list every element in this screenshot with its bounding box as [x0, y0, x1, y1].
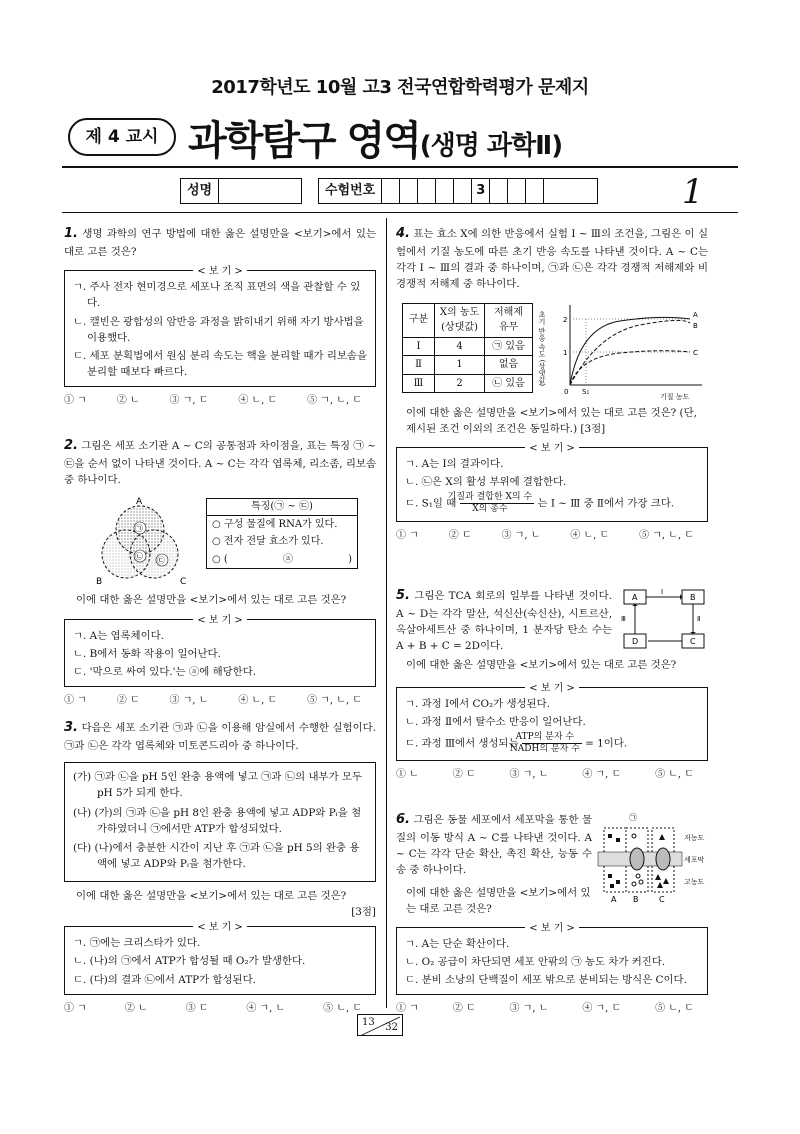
- curve-b: [570, 320, 690, 385]
- venn-label-a: A: [136, 497, 143, 508]
- question-6: [396, 810, 708, 1017]
- period-badge: 제 4 교시: [68, 118, 176, 156]
- graph-ylabel: 초기 반응 속도 (상댓값): [538, 310, 546, 386]
- id-cell[interactable]: [490, 179, 508, 203]
- label-c: C: [659, 895, 665, 904]
- label-low-conc: 저농도: [684, 834, 705, 842]
- header-rule-2: [62, 212, 738, 213]
- venn-label-1: ㉠: [135, 524, 143, 534]
- particle: [663, 878, 669, 884]
- bogi-item: ㄱ. A는 단순 확산이다.: [405, 937, 510, 950]
- table-row: [403, 356, 533, 375]
- reaction-rate-graph: [540, 299, 708, 403]
- bogi-item: ㄷ. (다)의 결과 ㉡에서 ATP가 합성된다.: [73, 973, 256, 986]
- table-cell: 4: [435, 337, 485, 356]
- particle: [616, 838, 620, 842]
- id-box: [318, 178, 598, 204]
- q5-top: [396, 586, 708, 655]
- id-cell[interactable]: [526, 179, 544, 203]
- bogi-box: [64, 922, 376, 994]
- choice-1[interactable]: ① ㄱ: [396, 529, 419, 541]
- question-stem: [64, 224, 376, 260]
- question-number: 4.: [396, 226, 410, 241]
- subject-title: [188, 110, 562, 172]
- tick-x-s1: S₁: [582, 387, 590, 396]
- particle: [632, 834, 636, 838]
- choice-2[interactable]: ② ㄷ: [452, 769, 476, 781]
- id-label: 수험번호: [319, 179, 382, 203]
- question-text: 다음은 세포 소기관 ㉠과 ㉡을 이용해 암실에서 수행한 실험이다. ㉠과 ㉡은 각각 엽록체와 미토콘드리아 중 하나이다.: [64, 722, 376, 753]
- figure-area: [64, 496, 376, 588]
- table-row: [403, 337, 533, 356]
- question-4: [396, 224, 708, 543]
- feature-open: ○ (: [212, 553, 228, 565]
- experiment-step: (나) (가)의 ㉠과 ㉡을 pH 8인 완충 용액에 넣고 ADP와 Pᵢ을 첨가하였더니 ㉠에서만 ATP가 합성되었다.: [73, 806, 362, 835]
- choice-4[interactable]: ④ ㄴ, ㄷ: [570, 529, 610, 541]
- answer-choices: [64, 1001, 376, 1017]
- question-3: [64, 718, 376, 1016]
- particle: [608, 874, 612, 878]
- venn-label-c: C: [180, 577, 187, 588]
- particle: [639, 880, 643, 884]
- bogi-title: < 보 기 >: [193, 266, 247, 277]
- bogi-title: < 보 기 >: [525, 923, 579, 934]
- question-stem: [64, 718, 376, 754]
- choice-4[interactable]: ④ ㄱ, ㄷ: [582, 1003, 622, 1015]
- question-stem: [396, 224, 708, 293]
- question-number: 5.: [396, 588, 410, 603]
- choice-1[interactable]: ① ㄱ: [396, 1003, 419, 1015]
- label-molecule: ㉠: [629, 813, 637, 822]
- question-prompt: 이에 대한 옳은 설명만을 <보기>에서 있는 대로 고른 것은?: [76, 890, 347, 903]
- label-d: D: [632, 637, 639, 646]
- table-cell: 1: [435, 356, 485, 375]
- fraction-denominator: X의 총수: [472, 503, 508, 514]
- choice-2[interactable]: ② ㄴ: [124, 1002, 148, 1014]
- question-prompt: 이에 대한 옳은 설명만을 <보기>에서 있는 대로 고른 것은?: [406, 658, 677, 671]
- fraction-numerator: ATP의 분자 수: [522, 732, 582, 744]
- choice-2[interactable]: ② ㄷ: [452, 1003, 476, 1015]
- id-cell-fixed: 3: [472, 179, 490, 203]
- id-cell[interactable]: [436, 179, 454, 203]
- question-stem: [64, 436, 376, 488]
- question-number: 3.: [64, 720, 78, 735]
- choice-5[interactable]: ⑤ ㄴ, ㄷ: [323, 1002, 362, 1014]
- bogi-text: ㄷ. S₁일 때: [405, 497, 457, 510]
- id-cell[interactable]: [454, 179, 472, 203]
- choice-1[interactable]: ① ㄱ: [64, 395, 87, 407]
- curve-label-a: A: [693, 310, 698, 319]
- bogi-box: [396, 922, 708, 995]
- table-header: X의 농도 (상댓값): [435, 303, 485, 337]
- tick-y-1: 1: [563, 348, 568, 357]
- bogi-title: < 보 기 >: [525, 443, 579, 454]
- points: [3점]: [351, 906, 376, 919]
- particle: [608, 834, 612, 838]
- experiment-step: (가) ㉠과 ㉡을 pH 5인 완충 용액에 넣고 ㉠과 ㉡의 내부가 모두 pH 5가 되게 한다.: [73, 771, 362, 800]
- question-prompt: 이에 대한 옳은 설명만을 <보기>에서 있는 대로 고른 것은?: [406, 886, 591, 915]
- choice-3[interactable]: ③ ㄱ, ㄴ: [169, 694, 209, 706]
- id-cell[interactable]: [400, 179, 418, 203]
- bogi-item: ㄱ. A는 엽록체이다.: [73, 629, 164, 642]
- question-text: 그림은 동물 세포에서 세포막을 통한 물질의 이동 방식 A ~ C를 나타낸 것이다. A ~ C는 각각 단순 확산, 촉진 확산, 능동 수송 중 하나이다.: [396, 814, 592, 877]
- bogi-item: ㄴ. 과정 Ⅱ에서 탈수소 반응이 일어난다.: [405, 715, 586, 728]
- particle: [657, 882, 663, 888]
- bogi-item: ㄷ. 분비 소낭의 단백질이 세포 밖으로 분비되는 방식은 C이다.: [405, 974, 687, 987]
- graph-xlabel: 기질 농도: [660, 392, 690, 401]
- page-number: 1: [682, 172, 704, 212]
- exam-title: 2017학년도 10월 고3 전국연합학력평가 문제지: [211, 77, 589, 98]
- bogi-box: [64, 266, 376, 387]
- question-2: [64, 436, 376, 708]
- choice-3[interactable]: ③ ㄱ, ㄴ: [509, 1003, 549, 1015]
- bogi-title: < 보 기 >: [193, 615, 247, 626]
- particle: [616, 880, 620, 884]
- label-process-iii: Ⅲ: [621, 615, 626, 623]
- bogi-item: ㄴ. ㉡은 X의 활성 부위에 결합한다.: [405, 475, 567, 488]
- table-cell: 2: [435, 374, 485, 393]
- table-header-row: [403, 303, 533, 337]
- choice-2[interactable]: ② ㄷ: [448, 529, 472, 541]
- answer-choices: [396, 1001, 708, 1017]
- fraction: [509, 731, 582, 755]
- choice-1[interactable]: ① ㄴ: [396, 769, 419, 781]
- label-c: C: [690, 637, 696, 646]
- bogi-item: ㄴ. B에서 동화 작용이 일어난다.: [73, 647, 221, 660]
- question-text: 그림은 TCA 회로의 일부를 나타낸 것이다. A ~ D는 각각 말산, 석신산(숙신산), 시트르산, 옥살아세트산 중 하나이며, 1 분자당 탄소 수는 A + B + C = 2D이다.: [396, 590, 612, 653]
- id-cell[interactable]: [508, 179, 526, 203]
- venn-diagram: [88, 496, 198, 588]
- label-high-conc: 고농도: [684, 878, 705, 886]
- bogi-box: [396, 682, 708, 762]
- table-row: [403, 374, 533, 393]
- particle: [610, 884, 614, 888]
- bogi-text: = 1이다.: [585, 737, 628, 750]
- channel-protein: [630, 848, 644, 870]
- feature-close: ): [348, 553, 352, 565]
- table-cell: 없음: [485, 356, 533, 375]
- answer-choices: [396, 767, 708, 783]
- bogi-item: ㄷ. 세포 분획법에서 원심 분리 속도는 핵을 분리할 때가 리보솜을 분리할 때보다 빠르다.: [73, 349, 367, 378]
- choice-5[interactable]: ⑤ ㄴ, ㄷ: [655, 1003, 694, 1015]
- choice-5[interactable]: ⑤ ㄴ, ㄷ: [655, 769, 694, 781]
- label-b: B: [690, 593, 696, 602]
- table-cell: ㉠ 있음: [485, 337, 533, 356]
- header-rule: [62, 166, 738, 168]
- name-label: 성명: [181, 179, 219, 203]
- bogi-text: 는 Ⅰ ~ Ⅲ 중 Ⅱ에서 가장 크다.: [537, 497, 675, 510]
- experiment-box: [64, 762, 376, 882]
- bogi-item: ㄱ. 주사 전자 현미경으로 세포나 조직 표면의 색을 관찰할 수 있다.: [73, 281, 361, 310]
- label-b: B: [633, 895, 639, 904]
- choice-4[interactable]: ④ ㄱ, ㄷ: [582, 769, 622, 781]
- choice-1[interactable]: ① ㄱ: [64, 1002, 87, 1014]
- bogi-item: ㄱ. 과정 Ⅰ에서 CO₂가 생성된다.: [405, 697, 550, 710]
- venn-label-2: ㉡: [135, 552, 143, 562]
- tick-x-0: 0: [564, 387, 569, 396]
- label-process-ii: Ⅱ: [697, 615, 701, 623]
- question-prompt: 이에 대한 옳은 설명만을 <보기>에서 있는 대로 고른 것은? (단, 제시된 조건 이외의 조건은 동일하다.) [3점]: [406, 406, 697, 435]
- particle: [659, 834, 665, 840]
- bogi-text: ㄷ. 과정 Ⅲ에서 생성되는: [405, 737, 519, 750]
- fraction-denominator: NADH의 분자 수: [509, 743, 580, 754]
- question-number: 2.: [64, 438, 78, 453]
- question-text: 그림은 세포 소기관 A ~ C의 공통점과 차이점을, 표는 특징 ㉠ ~ ㉢을 순서 없이 나타낸 것이다. A ~ C는 각각 엽록체, 리소좀, 리보솜 중 하나이다.: [64, 440, 376, 487]
- condition-table: [402, 303, 533, 394]
- choice-5[interactable]: ⑤ ㄱ, ㄴ, ㄷ: [307, 395, 362, 407]
- q6-text-col: [396, 810, 592, 917]
- bogi-title: < 보 기 >: [525, 683, 579, 694]
- label-a: A: [611, 895, 617, 904]
- fraction: [447, 492, 535, 515]
- label-membrane: 세포막: [684, 856, 705, 864]
- feature-table-title: 특징(㉠ ~ ㉢): [207, 499, 357, 516]
- bogi-box: [396, 442, 708, 522]
- table-cell: Ⅲ: [403, 374, 435, 393]
- choice-4[interactable]: ④ ㄴ, ㄷ: [238, 694, 278, 706]
- experiment-step: (다) (나)에서 충분한 시간이 지난 후 ㉠과 ㉡을 pH 5의 완충 용액에 넣고 ADP와 Pᵢ을 첨가한다.: [73, 841, 360, 870]
- feature-table: [206, 498, 358, 569]
- bogi-item: ㄴ. O₂ 공급이 차단되면 세포 안팎의 ㉠ 농도 차가 커진다.: [405, 955, 666, 968]
- page-current: 13: [362, 1017, 375, 1028]
- carrier-protein: [656, 848, 670, 870]
- id-cell[interactable]: [544, 179, 562, 203]
- table-cell: Ⅱ: [403, 356, 435, 375]
- page-total: 32: [385, 1021, 398, 1033]
- question-stem: [396, 586, 612, 655]
- table-header: 저해제 유무: [485, 303, 533, 337]
- question-5: [396, 586, 708, 783]
- feature-blank-a: ⓐ: [282, 553, 293, 565]
- bogi-item: ㄱ. A는 Ⅰ의 결과이다.: [405, 457, 504, 470]
- question-stem: [396, 810, 592, 879]
- question-prompt: 이에 대한 옳은 설명만을 <보기>에서 있는 대로 고른 것은?: [76, 594, 347, 607]
- venn-label-3: ㉢: [157, 556, 165, 566]
- curve-label-b: B: [693, 321, 698, 330]
- table-cell: ㉡ 있음: [485, 374, 533, 393]
- bogi-item: ㄴ. (나)의 ㉠에서 ATP가 합성될 때 O₂가 발생한다.: [73, 955, 306, 968]
- id-cell[interactable]: [382, 179, 400, 203]
- venn-label-b: B: [96, 577, 103, 588]
- bogi-item-c: [405, 732, 699, 755]
- bogi-title: < 보 기 >: [193, 922, 247, 933]
- bogi-box: [64, 614, 376, 687]
- tick-y-2: 2: [563, 315, 568, 324]
- choice-2[interactable]: ② ㄴ: [116, 395, 140, 407]
- choice-4[interactable]: ④ ㄴ, ㄷ: [238, 395, 278, 407]
- name-box: [180, 178, 302, 204]
- particle: [636, 874, 640, 878]
- choice-2[interactable]: ② ㄷ: [116, 694, 140, 706]
- curve-c: [570, 350, 690, 384]
- bogi-item: ㄱ. ㉠에는 크리스타가 있다.: [73, 937, 201, 950]
- page-counter: [357, 1014, 403, 1036]
- question-text: 표는 효소 X에 의한 반응에서 실험 Ⅰ ~ Ⅲ의 조건을, 그림은 이 실험에서 기질 농도에 따른 초기 반응 속도를 나타낸 것이다. A ~ C는 각각 Ⅰ ~ Ⅲ의 결과 중 하나이며, ㉠과 ㉡은 각각 경쟁적 저해제와 비경쟁적 저해제 중 하나이다.: [396, 228, 708, 291]
- table-header: 구분: [403, 303, 435, 337]
- feature-row: ○ 전자 전달 효소가 있다.: [212, 536, 324, 548]
- feature-row: ○ 구성 물질에 RNA가 있다.: [212, 518, 338, 530]
- choice-5[interactable]: ⑤ ㄱ, ㄴ, ㄷ: [639, 529, 694, 541]
- table-cell: Ⅰ: [403, 337, 435, 356]
- label-a: A: [632, 593, 638, 602]
- figure-area: [396, 299, 708, 403]
- column-divider: [386, 218, 387, 1008]
- name-field[interactable]: [219, 179, 301, 203]
- choice-3[interactable]: ③ ㄱ, ㄴ: [501, 529, 541, 541]
- choice-3[interactable]: ③ ㄱ, ㄴ: [509, 769, 549, 781]
- q6-top: [396, 810, 708, 917]
- choice-3[interactable]: ③ ㄱ, ㄷ: [169, 395, 209, 407]
- tca-diagram: [620, 586, 708, 652]
- question-1: [64, 224, 376, 409]
- fraction-numerator: 기질과 결합한 X의 수: [447, 492, 533, 503]
- membrane-transport-diagram: [596, 810, 708, 906]
- question-number: 1.: [64, 226, 78, 241]
- question-text: 생명 과학의 연구 방법에 대한 옳은 설명만을 <보기>에서 있는 대로 고른 것은?: [64, 228, 376, 259]
- particle: [632, 882, 636, 886]
- bogi-item: ㄴ. 캘빈은 광합성의 암반응 과정을 밝히내기 위해 자기 방사법을 이용했다.: [73, 315, 364, 344]
- curve-label-c: C: [693, 348, 698, 357]
- bogi-item-c: [405, 492, 699, 515]
- subject-main: 과학탐구 영역: [188, 118, 420, 164]
- subject-sub: (생명 과학Ⅱ): [419, 131, 563, 161]
- id-cell[interactable]: [418, 179, 436, 203]
- answer-choices: [64, 693, 376, 709]
- answer-choices: [64, 393, 376, 409]
- feature-row: [207, 551, 357, 569]
- label-process-i: Ⅰ: [661, 588, 664, 596]
- bogi-item: ㄷ. '막으로 싸여 있다.'는 ⓐ에 해당한다.: [73, 665, 257, 678]
- particle: [655, 874, 661, 880]
- question-number: 6.: [396, 812, 410, 827]
- answer-choices: [396, 528, 708, 544]
- choice-4[interactable]: ④ ㄱ, ㄴ: [246, 1002, 286, 1014]
- choice-3[interactable]: ③ ㄷ: [185, 1002, 209, 1014]
- choice-5[interactable]: ⑤ ㄱ, ㄴ, ㄷ: [307, 694, 362, 706]
- choice-1[interactable]: ① ㄱ: [64, 694, 87, 706]
